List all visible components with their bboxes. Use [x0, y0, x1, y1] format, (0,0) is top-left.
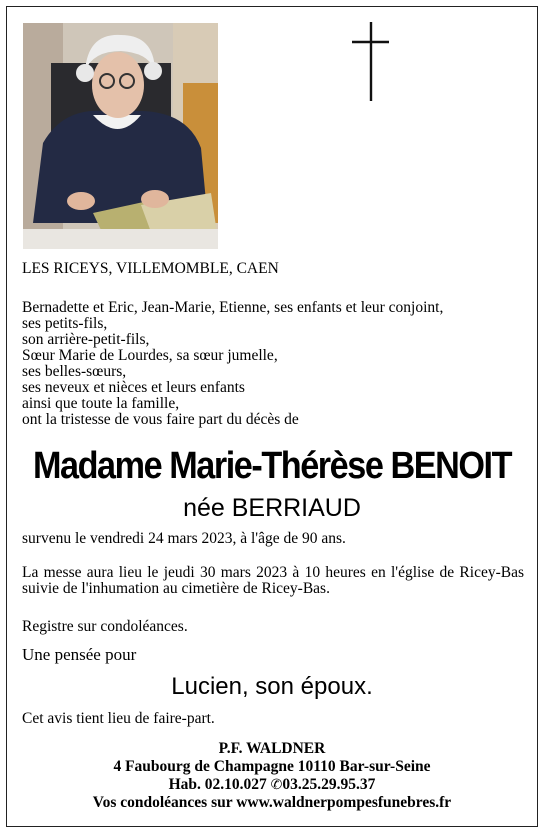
funeral-home-block [0, 740, 544, 812]
notice-line: Cet avis tient lieu de faire-part. [22, 710, 215, 727]
registry-line: Registre sur condoléances. [22, 618, 188, 635]
maiden-name: née BERRIAUD [183, 494, 361, 522]
towns-line: LES RICEYS, VILLEMOMBLE, CAEN [22, 260, 279, 277]
thought-line: Une pensée pour [22, 645, 137, 664]
funeral-home-phone[interactable]: 03.25.29.95.37 [282, 776, 376, 793]
cross-icon [350, 22, 390, 102]
family-line: ses neveux et nièces et leurs enfants [22, 379, 245, 396]
portrait-photo [23, 23, 218, 249]
family-list [22, 300, 524, 428]
funeral-home-hab: Hab. 02.10.027 [168, 776, 271, 793]
family-line: Sœur Marie de Lourdes, sa sœur jumelle, [22, 347, 278, 364]
funeral-home-address: 4 Faubourg de Champagne 10110 Bar-sur-Seine [113, 758, 431, 775]
mass-paragraph: La messe aura lieu le jeudi 30 mars 2023 à 10 heures en l'église de Ricey-Bas suivie de l'inhumation au cimetière de Ricey-Bas. [22, 564, 524, 597]
funeral-home-name: P.F. WALDNER [218, 740, 326, 757]
family-line: ont la tristesse de vous faire part du décès de [22, 411, 299, 428]
funeral-home-website[interactable]: Vos condoléances sur www.waldnerpompesfunebres.fr [92, 794, 452, 811]
deceased-name: Madame Marie-Thérèse BENOIT [32, 445, 512, 487]
phone-icon: ✆ [270, 777, 283, 793]
funeral-home-contact [0, 776, 544, 794]
death-date-line: survenu le vendredi 24 mars 2023, à l'âge de 90 ans. [22, 530, 346, 547]
spouse-line: Lucien, son époux. [171, 673, 373, 700]
family-line: ses petits-fils, [22, 315, 108, 332]
family-line: ses belles-sœurs, [22, 363, 127, 380]
family-line: son arrière-petit-fils, [22, 331, 150, 348]
family-line: Bernadette et Eric, Jean-Marie, Etienne, ses enfants et leur conjoint, [22, 299, 444, 316]
family-line: ainsi que toute la famille, [22, 395, 180, 412]
